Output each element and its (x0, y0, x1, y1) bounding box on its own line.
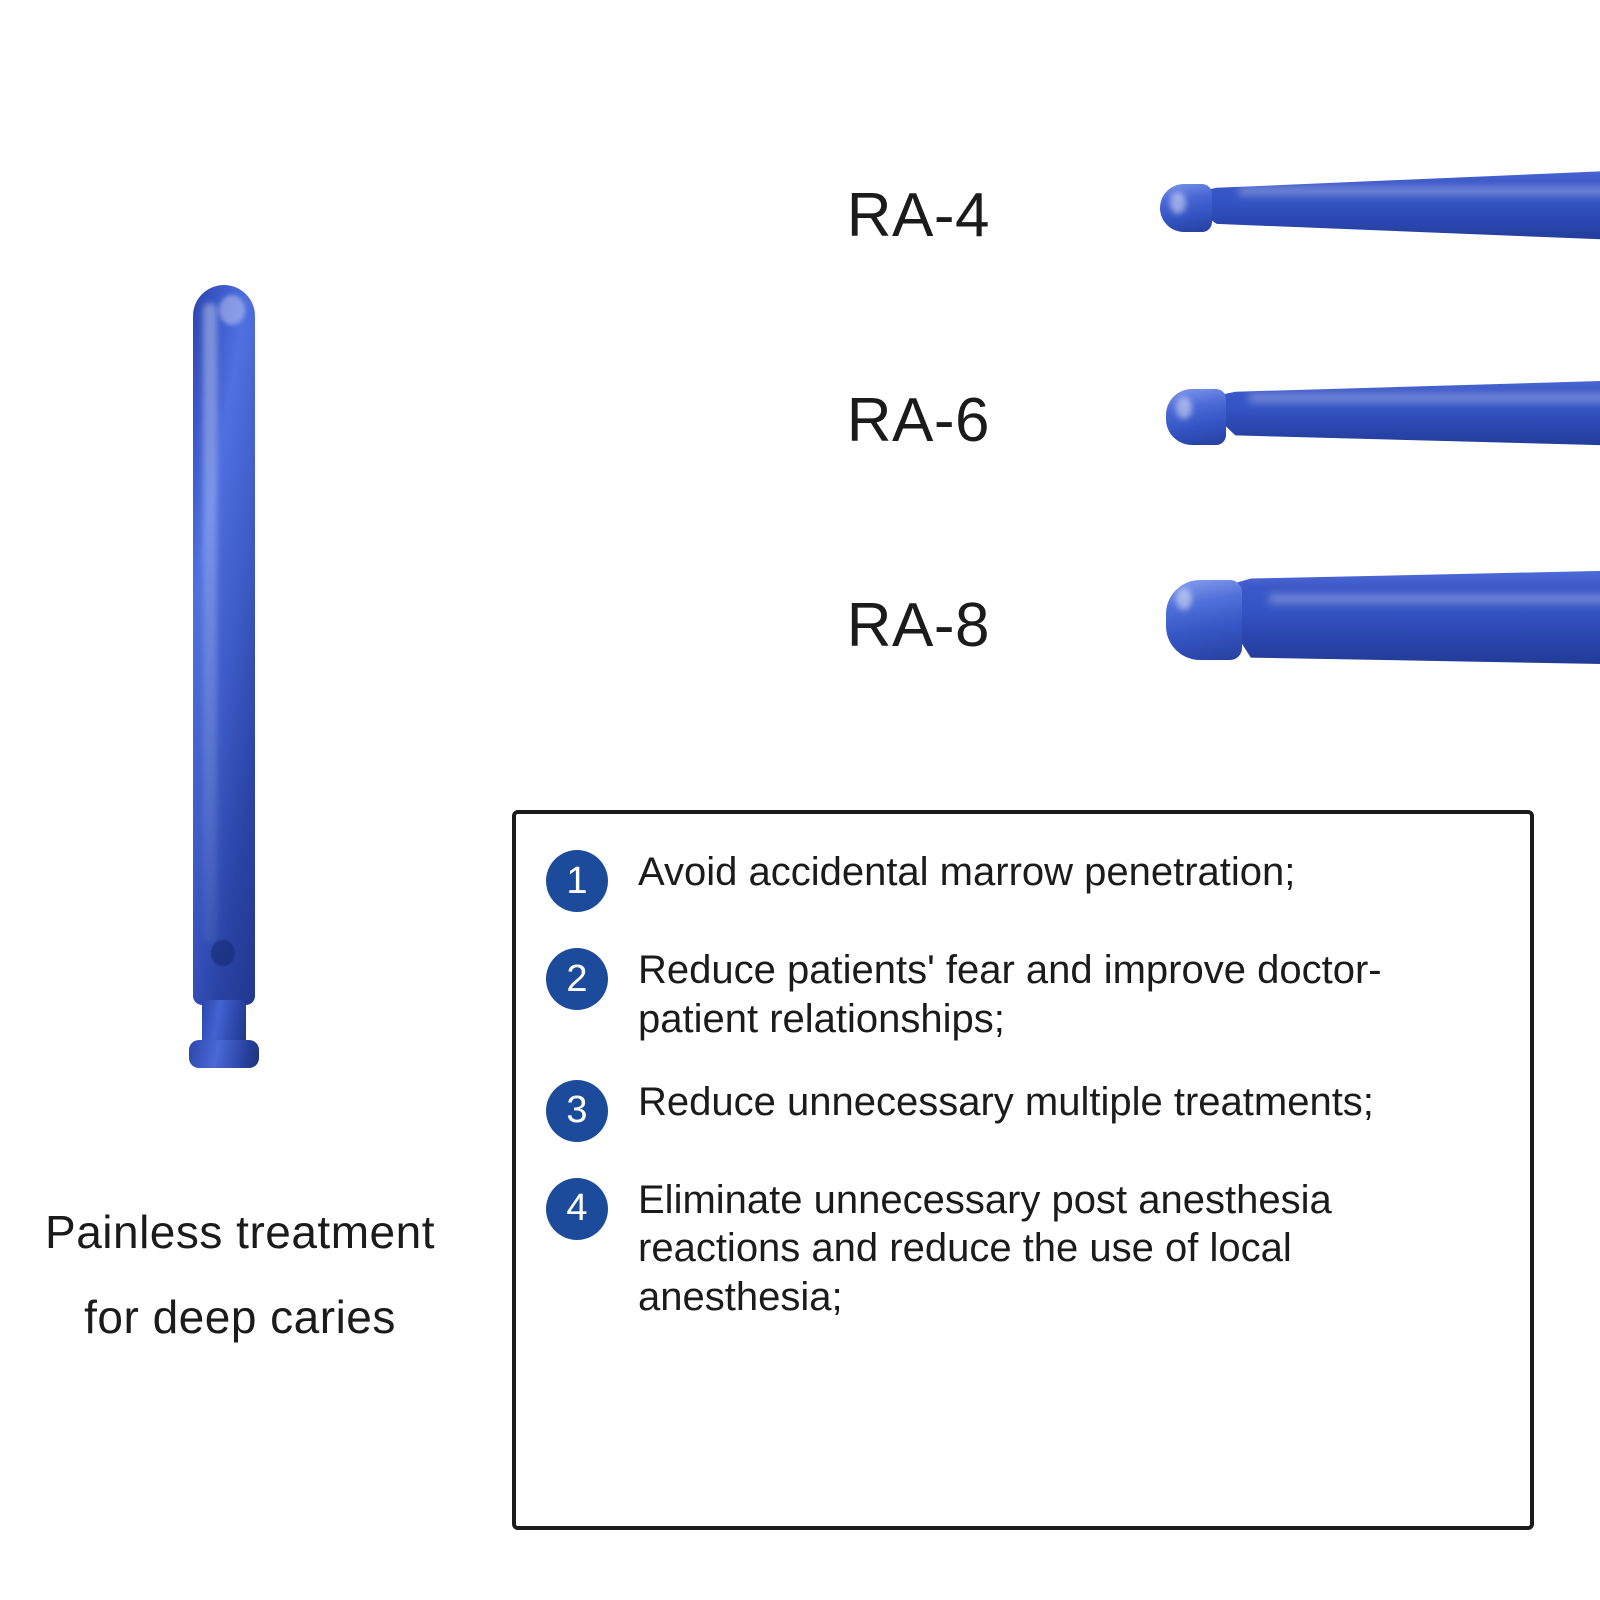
benefit-text: Reduce patients' fear and improve doctor-patient relationships; (638, 948, 1382, 1041)
left-bur-illustration (175, 285, 285, 1085)
bur-shaft (1178, 162, 1600, 248)
bur-head (1166, 580, 1242, 660)
bur-row-ra4 (820, 140, 1600, 290)
benefit-item (546, 1078, 1500, 1142)
bur-label-ra6: RA-6 (846, 385, 990, 455)
bur-shank-mark (211, 940, 235, 966)
benefit-text: Eliminate unnecessary post anesthesia reactions and reduce the use of local anesthesia; (638, 1177, 1332, 1320)
benefit-number-badge: 2 (546, 948, 608, 1010)
bur-head-gloss (1170, 192, 1186, 214)
dental-bur-ra8-icon (998, 550, 1600, 700)
benefit-number-badge: 4 (546, 1178, 608, 1240)
dental-bur-ra4-icon (998, 140, 1600, 290)
caption-line-1: Painless treatment (45, 1206, 435, 1258)
bur-row-ra8 (820, 550, 1600, 700)
dental-bur-vertical-icon (193, 285, 255, 1005)
bur-head-gloss (1176, 588, 1192, 610)
bur-shaft-gloss (1248, 393, 1600, 403)
bur-tip-highlight (219, 295, 245, 325)
bur-label-ra4: RA-4 (846, 180, 990, 250)
left-bur-caption (0, 1190, 480, 1360)
bur-shaft (1208, 564, 1600, 668)
bur-foot (189, 1040, 259, 1068)
bur-head (1160, 184, 1212, 232)
benefit-text: Reduce unnecessary multiple treatments; (638, 1079, 1374, 1124)
benefit-number-badge: 1 (546, 850, 608, 912)
caption-line-2: for deep caries (84, 1291, 396, 1344)
bur-label-ra8: RA-8 (846, 590, 990, 660)
benefit-item (546, 946, 1500, 1044)
bur-shaft-gloss (1238, 186, 1600, 196)
benefit-number-badge: 3 (546, 1080, 608, 1142)
bur-shaft (1198, 373, 1600, 451)
benefit-item (546, 848, 1500, 912)
bur-head-gloss (1176, 397, 1192, 419)
benefit-text: Avoid accidental marrow penetration; (638, 850, 1296, 894)
bur-shaft-gloss (1268, 594, 1600, 604)
bur-head (1166, 389, 1226, 445)
bur-row-ra6 (820, 345, 1600, 495)
dental-bur-ra6-icon (998, 345, 1600, 495)
benefits-panel (512, 810, 1534, 1530)
benefit-item (546, 1176, 1500, 1322)
